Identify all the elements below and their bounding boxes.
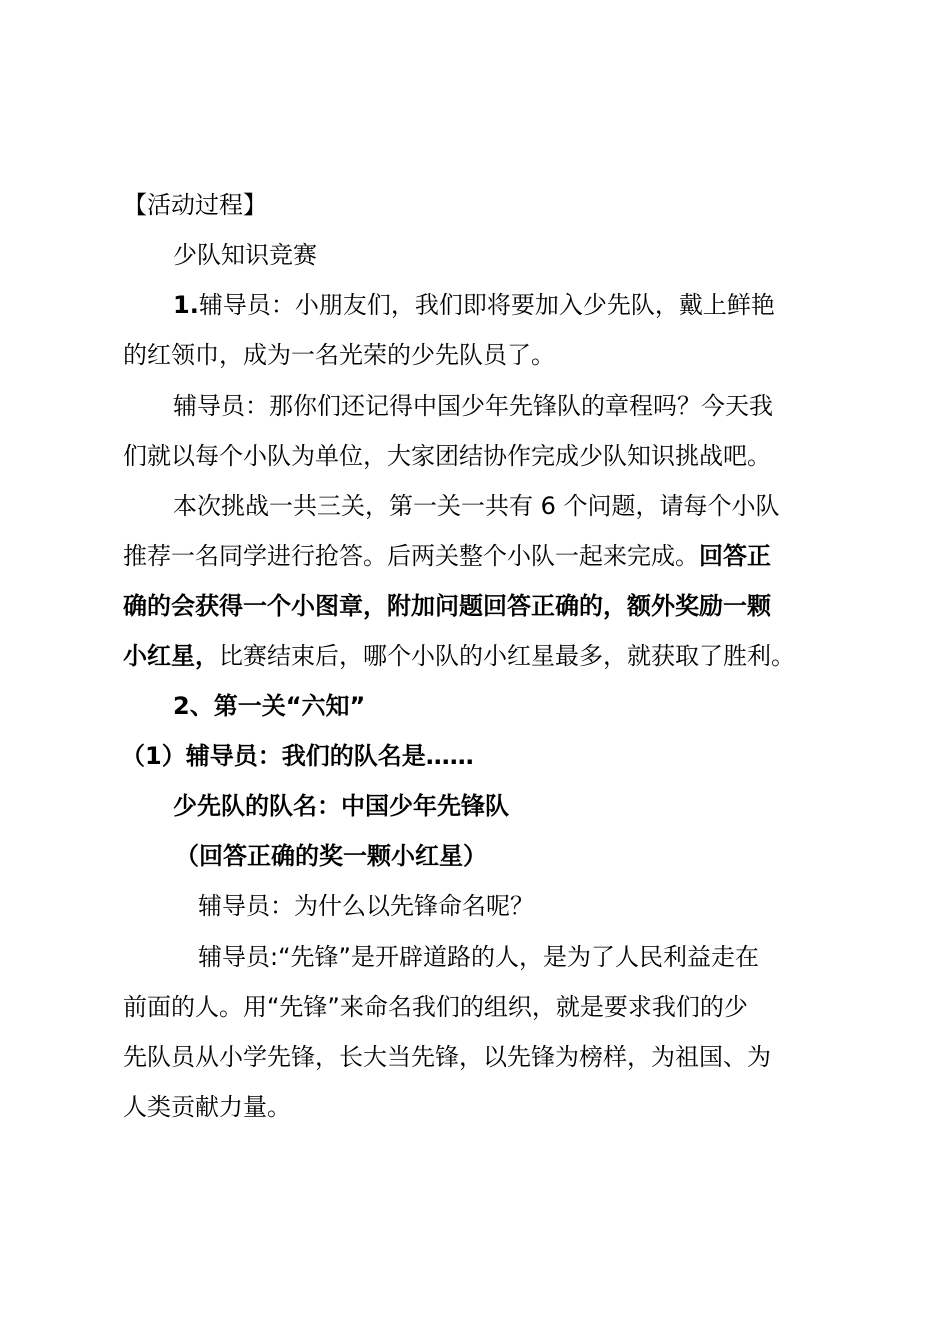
subheading: 少队知识竞赛 [173, 241, 317, 269]
paragraph-3-text: 比赛结束后，哪个小队的小红星最多，就获取了胜利。 [219, 642, 795, 670]
paragraph-1-line-1 [173, 288, 775, 322]
paragraph-5-line-2: 前面的人。用“先锋”来命名我们的组织，就是要求我们的少 [123, 993, 748, 1021]
paragraph-3-bold-text: 小红星， [123, 642, 219, 670]
paragraph-1-line-2: 的红领巾，成为一名光荣的少先队员了。 [123, 341, 555, 369]
paragraph-2-line-1: 辅导员：那你们还记得中国少年先锋队的章程吗？今天我 [173, 392, 773, 420]
question-1: （1）辅导员：我们的队名是…… [121, 742, 474, 770]
paragraph-3-bold-text: 回答正 [699, 542, 771, 570]
paragraph-1-text: 辅导员：小朋友们，我们即将要加入少先队，戴上鲜艳 [198, 291, 775, 319]
paragraph-3-line-2 [123, 539, 771, 573]
paragraph-2-line-2: 们就以每个小队为单位，大家团结协作完成少队知识挑战吧。 [123, 442, 771, 470]
reward-note: （回答正确的奖一颗小红星） [175, 842, 487, 870]
paragraph-5-line-4: 人类贡献力量。 [123, 1093, 291, 1121]
item-number: 1. [173, 291, 199, 319]
paragraph-3-text: 推荐一名同学进行抢答。后两关整个小队一起来完成。 [123, 542, 699, 570]
paragraph-4: 辅导员：为什么以先锋命名呢？ [198, 892, 534, 920]
paragraph-5-line-1: 辅导员:“先锋”是开辟道路的人，是为了人民利益走在 [198, 943, 759, 971]
paragraph-3-line-4 [123, 639, 795, 673]
section-heading: 【活动过程】 [123, 191, 267, 219]
paragraph-3-line-1: 本次挑战一共三关，第一关一共有 6 个问题，请每个小队 [173, 492, 780, 520]
section-2-heading: 2、第一关“六知” [173, 692, 366, 720]
answer-line: 少先队的队名：中国少年先锋队 [173, 792, 509, 820]
paragraph-5-line-3: 先队员从小学先锋，长大当先锋，以先锋为榜样，为祖国、为 [123, 1043, 771, 1071]
paragraph-3-line-3: 确的会获得一个小图章，附加问题回答正确的，额外奖励一颗 [123, 592, 771, 620]
